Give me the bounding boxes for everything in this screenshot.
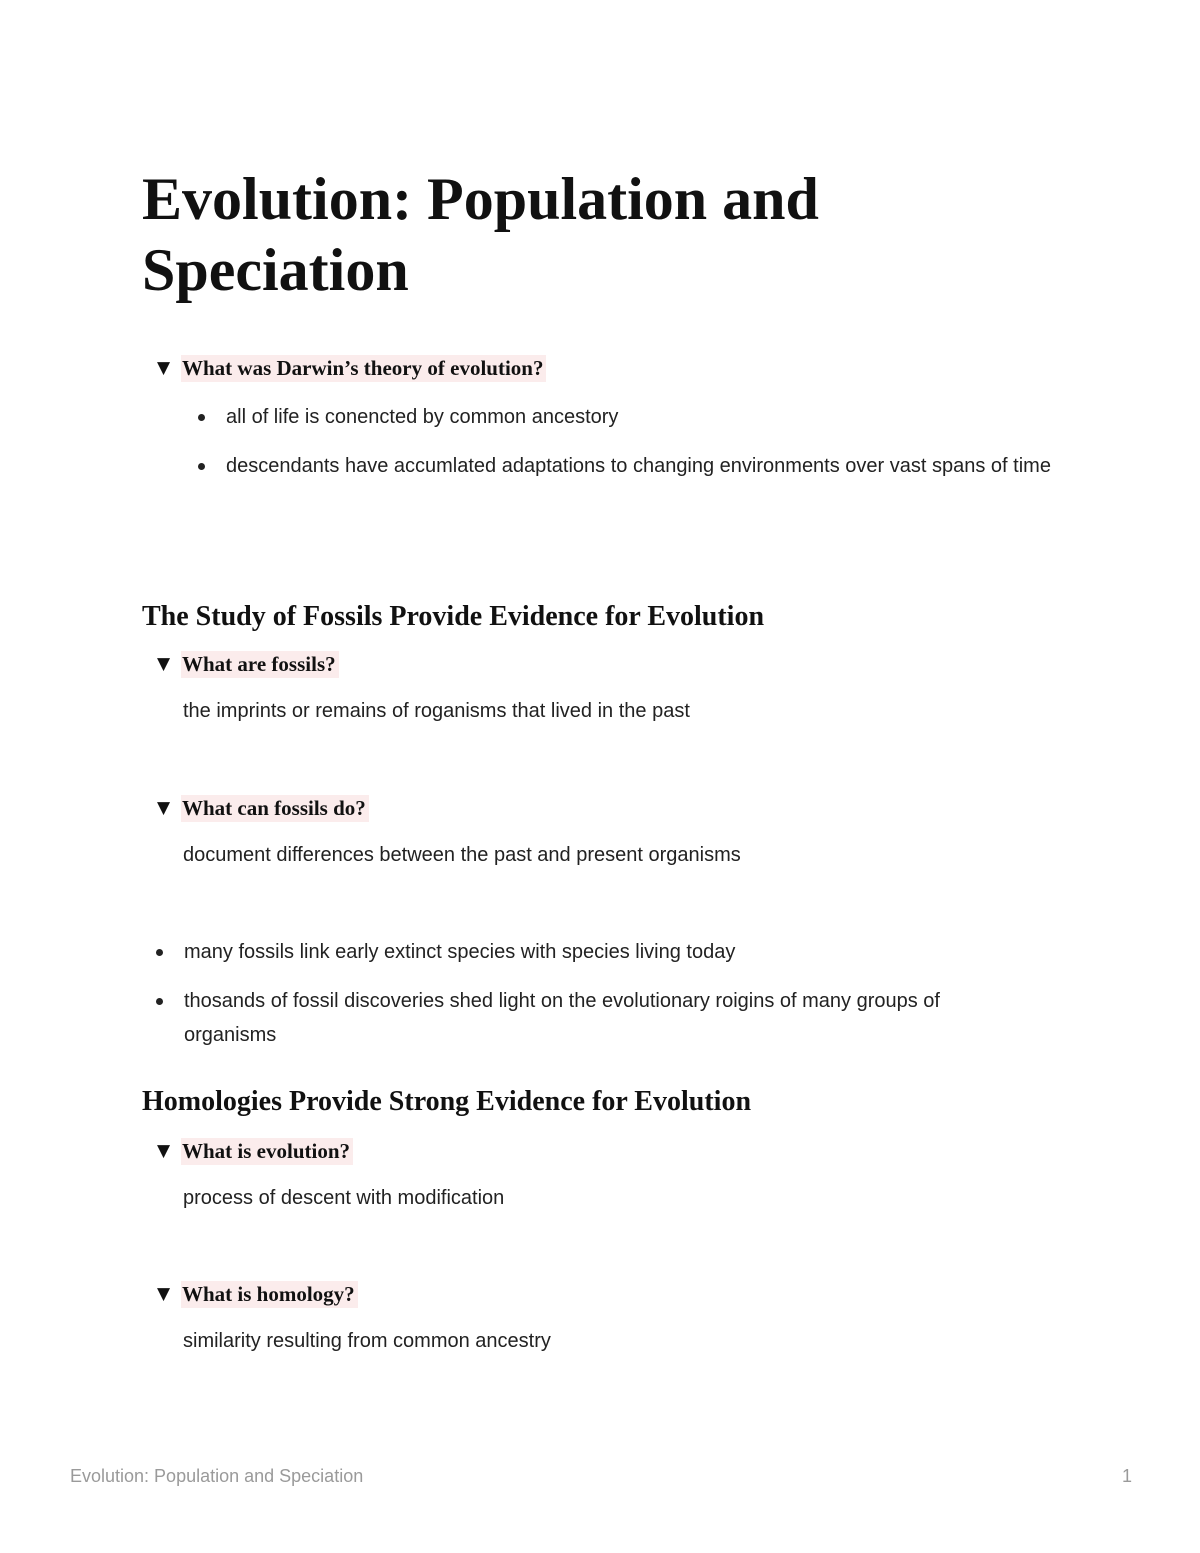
toggle-what-is-evolution[interactable] (157, 1136, 353, 1166)
toggle-what-can-fossils-do[interactable] (157, 793, 369, 823)
toggle-question: What was Darwin’s theory of evolution? (181, 355, 546, 382)
bullet-text: descendants have accumlated adaptations to changing environments over vast spans of time (226, 455, 1051, 477)
list-item (198, 400, 1068, 434)
triangle-down-icon[interactable]: ▼ (157, 1284, 171, 1304)
toggle-darwin-theory[interactable] (157, 353, 546, 383)
toggle-answer: document differences between the past and present organisms (183, 844, 741, 866)
footer-doc-title: Evolution: Population and Speciation (70, 1466, 364, 1486)
bullet-dot-icon (156, 998, 163, 1005)
bullet-dot-icon (156, 949, 163, 956)
bullet-dot-icon (198, 463, 205, 470)
bullet-text: many fossils link early extinct species with species living today (184, 941, 736, 963)
bullet-text: all of life is conencted by common ancestory (226, 406, 619, 428)
triangle-down-icon[interactable]: ▼ (157, 654, 171, 674)
toggle-what-is-homology[interactable] (157, 1279, 358, 1309)
toggle-question: What are fossils? (181, 651, 339, 678)
bullet-text: thosands of fossil discoveries shed light on the evolutionary roigins of many groups of organisms (184, 990, 940, 1046)
list-item (156, 984, 1026, 1052)
toggle-answer: process of descent with modification (183, 1187, 505, 1209)
section-heading-homologies: Homologies Provide Strong Evidence for Evolution (142, 1086, 752, 1117)
triangle-down-icon[interactable]: ▼ (157, 358, 171, 378)
toggle-answer: the imprints or remains of roganisms that lived in the past (183, 700, 690, 722)
toggle-question: What is evolution? (181, 1138, 353, 1165)
toggle-what-are-fossils[interactable] (157, 649, 339, 679)
list-item (156, 935, 1026, 969)
bullet-dot-icon (198, 414, 205, 421)
toggle-question: What can fossils do? (181, 795, 369, 822)
triangle-down-icon[interactable]: ▼ (157, 1141, 171, 1161)
list-item (198, 449, 1068, 483)
section-heading-fossils: The Study of Fossils Provide Evidence for Evolution (142, 601, 765, 632)
page-title: Evolution: Population and Speciation (142, 166, 819, 303)
toggle-question: What is homology? (181, 1281, 358, 1308)
toggle-answer: similarity resulting from common ancestry (183, 1330, 551, 1352)
triangle-down-icon[interactable]: ▼ (157, 798, 171, 818)
footer-page-number: 1 (1121, 1466, 1132, 1486)
